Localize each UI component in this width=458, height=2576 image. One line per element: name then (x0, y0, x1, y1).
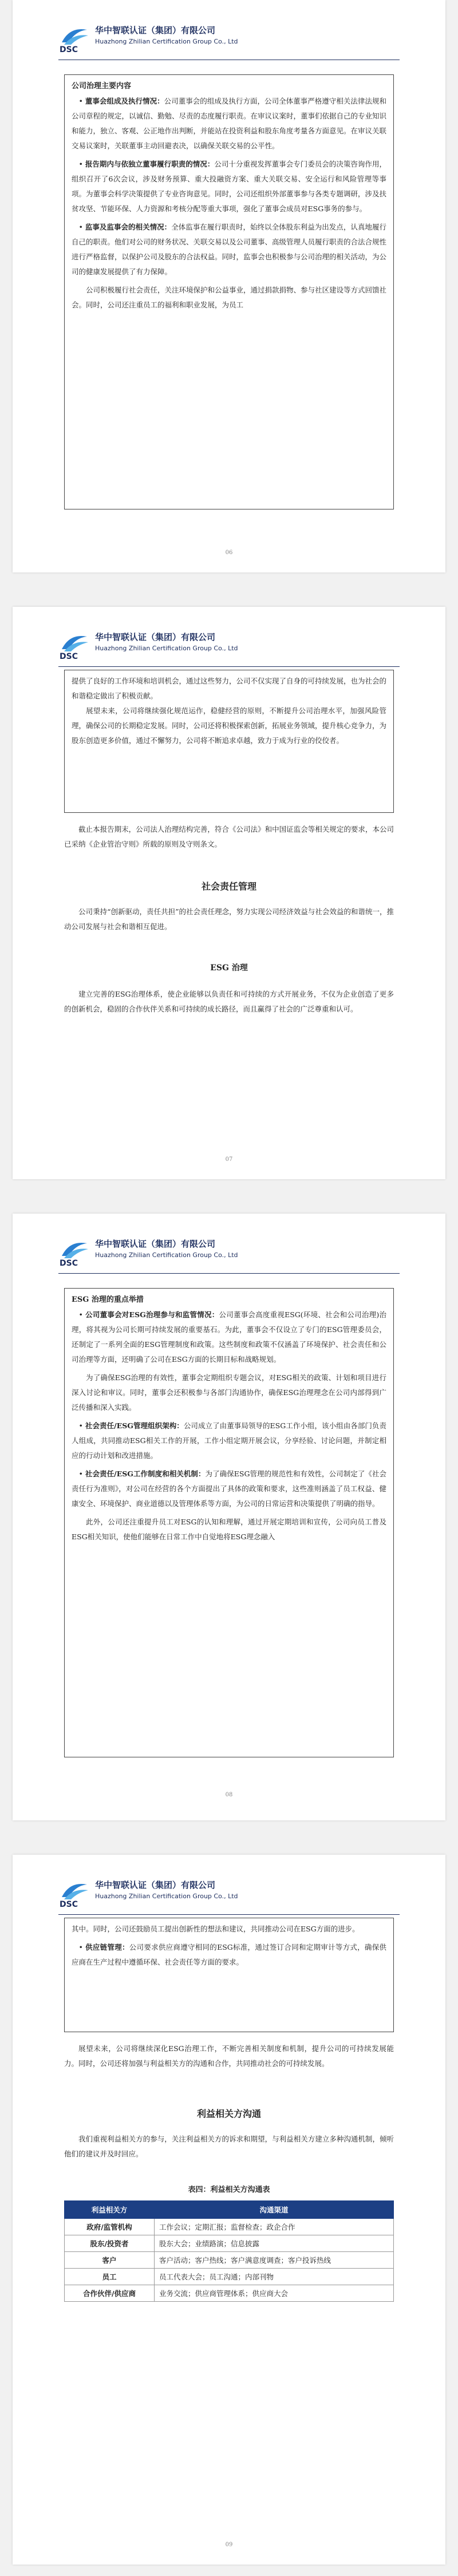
bullet-item: • 监事及监事会的相关情况：全体监事在履行职责时，始终以全体股东利益为出发点，认真地履行自己的职责。他们对公司的财务状况、关联交易以及公司董事、高级管理人员履行职责的合法合规性进行严格监督，以保护公司及股东的合法权益。同时，监事会也积极参与公司治理的相关活动，为公司的健康发展提供了有力保障。 (72, 223, 387, 276)
table-cell: 业务交流；供应商管理体系；供应商大会 (155, 2285, 394, 2302)
stakeholder-table (64, 2200, 394, 2302)
company-logo (58, 632, 90, 661)
company-name-cn: 华中智联认证（集团）有限公司 (95, 1239, 216, 1249)
company-name-en: Huazhong Zhilian Certification Group Co., Ltd (95, 1893, 238, 1900)
page-4 (13, 1855, 445, 2565)
paragraph: 建立完善的ESG治理体系，使企业能够以负责任和可持续的方式开展业务，不仅为企业创造了更多的创新机会，稳固的合作伙伴关系和可持续的成长路径，而且赢得了社会的广泛尊重和认可。 (64, 990, 394, 1013)
page-1 (13, 0, 445, 572)
page-3 (13, 1214, 445, 1820)
governance-box (64, 74, 394, 509)
table-cell: 客户 (65, 2252, 155, 2269)
box-paragraph: 其中。同时，公司还鼓励员工提出创新性的想法和建议，共同推动公司在ESG方面的进步。 (72, 1925, 360, 1933)
paragraph: 我们重视利益相关方的参与，关注利益相关方的诉求和期望，与利益相关方建立多种沟通机制，倾听他们的建议并及时回应。 (64, 2135, 394, 2158)
table-cell: 股东/投资者 (65, 2235, 155, 2252)
bullet-item: • 报告期内与依独立董事履行职责的情况：公司十分重视发挥董事会专门委员会的决策咨询作用，组织召开了6次会议，涉及财务预算、重大投融资方案、重大关联交易、安全运行和风险管理等事项。为董事会科学决策提供了专业咨询意见。同时，公司还组织外部董事参与各类专题调研，涉及扶贫攻坚、节能环保、人力资源和考核分配等重大事项，强化了董事会成员对ESG事务的参与。 (72, 160, 387, 213)
header-divider (58, 666, 400, 667)
svg-text:DSC: DSC (60, 1259, 78, 1267)
table-row (65, 2269, 394, 2285)
svg-text:DSC: DSC (60, 652, 78, 661)
company-name-cn: 华中智联认证（集团）有限公司 (95, 25, 216, 35)
table-cell: 工作会议；定期汇报；监督检查；政企合作 (155, 2219, 394, 2235)
table-header-row (65, 2201, 394, 2219)
box-paragraph: 提供了良好的工作环境和培训机会，通过这些努力，公司不仅实现了自身的可持续发展，也为社会的和谐稳定做出了积极贡献。 (72, 677, 387, 700)
company-logo (58, 25, 90, 54)
box-paragraph: 为了确保ESG治理的有效性，董事会定期组织专题会议，对ESG相关的政策、计划和项目进行深入讨论和审议。同时，董事会还积极参与各部门沟通协作，确保ESG治理理念在公司内部得到广泛传播和深入实践。 (72, 1373, 386, 1412)
table-cell: 员工 (65, 2269, 155, 2285)
page-header (58, 23, 402, 56)
box-paragraph: 展望未来，公司将继续强化规范运作，稳健经营的原则，不断提升公司治理水平，加强风险管理，确保公司的长期稳定发展。同时，公司还将积极探索创新，拓展业务领域，提升核心竞争力，为股东创造更多价值，通过不懈努力，公司将不断追求卓越，致力于成为行业的佼佼者。 (72, 706, 387, 745)
bullet-item: • 社会责任/ESG管理组织架构：公司成立了由董事局领导的ESG工作小组，该小组由各部门负责人组成，共同推动ESG相关工作的开展，工作小组定期开展会议，分享经验、讨论问题，并制定相应的行动计划和改进措施。 (72, 1421, 386, 1460)
esg-measures-box-cont (64, 1918, 394, 2032)
bullet-item: • 公司董事会对ESG治理参与和监管情况：公司董事会高度重视ESG(环境、社会和公司治理)治理，将其视为公司长期可持续发展的重要基石。为此，董事会不仅设立了专门的ESG管理委员会，还制定了一系列全面的ESG管理制度和政策。这些制度和政策不仅涵盖了环境保护、社会责任和公司治理等方面，还明确了公司在ESG方面的长期目标和战略规划。 (72, 1310, 386, 1364)
company-name-cn: 华中智联认证（集团）有限公司 (95, 632, 216, 642)
page-header (58, 1878, 402, 1911)
page-number: 06 (225, 550, 233, 556)
bullet-item: • 董事会组成及执行情况：公司董事会的组成及执行方面，公司全体董事严格遵守相关法律法规和公司章程的规定，以诚信、勤勉、尽责的态度履行职责。在审议议案时，董事们依据自己的专业知识和能力，独立、客观、公正地作出判断，并能站在投资利益和股东角度考量各方面意见。在审议关联交易议案时，关联董事主动回避表决，以确保关联交易的公平性。 (72, 97, 387, 150)
company-logo (58, 1239, 90, 1267)
table-title: 表四：利益相关方沟通表 (188, 2186, 270, 2194)
page-number: 08 (225, 1792, 233, 1798)
governance-box-cont (64, 670, 394, 813)
box-title: ESG 治理的重点举措 (72, 1295, 144, 1304)
table-row (65, 2285, 394, 2302)
page-header (58, 630, 402, 663)
esg-measures-box (64, 1288, 394, 1757)
header-divider (58, 1914, 400, 1915)
table-row (65, 2219, 394, 2235)
table-cell: 政府/监管机构 (65, 2219, 155, 2235)
company-logo (58, 1880, 90, 1909)
table-row (65, 2252, 394, 2269)
section-title: 社会责任管理 (201, 881, 256, 892)
paragraph: 展望未来，公司将继续深化ESG治理工作，不断完善相关制度和机制，提升公司的可持续发展能力。同时，公司还将加强与利益相关方的沟通和合作，共同推动社会的可持续发展。 (64, 2044, 394, 2068)
svg-text:DSC: DSC (60, 45, 78, 54)
section-title: 利益相关方沟通 (196, 2108, 261, 2119)
bullet-item: • 供应链管理：公司要求供应商遵守相同的ESG标准，通过签订合同和定期审计等方式，确保供应商在生产过程中遵循环保、社会责任等方面的要求。 (72, 1943, 386, 1966)
table-header-cell: 沟通渠道 (155, 2201, 394, 2219)
bullet-item: • 社会责任/ESG工作制度和相关机制：为了确保ESG管理的规范性和有效性，公司制定了《社会责任行为准则》，对公司在经营的各个方面提出了具体的政策和要求，这些准则涵盖了员工权益、健康安全、环境保护、商业道德以及管理体系等方面，为公司的日常运营和决策提供了明确的指导。 (72, 1469, 386, 1508)
svg-text:DSC: DSC (60, 1900, 78, 1909)
header-divider (58, 1273, 400, 1274)
box-paragraph: 此外，公司还注重提升员工对ESG的认知和理解，通过开展定期培训和宣传，公司向员工普及ESG相关知识，使他们能够在日常工作中自觉地将ESG理念融入 (72, 1518, 386, 1541)
company-name-cn: 华中智联认证（集团）有限公司 (95, 1880, 216, 1890)
paragraph: 公司秉持“创新驱动，责任共担”的社会责任理念，努力实现公司经济效益与社会效益的和谐统一，推动公司发展与社会和谐相互促进。 (64, 907, 394, 931)
company-name-en: Huazhong Zhilian Certification Group Co., Ltd (95, 645, 238, 652)
table-cell: 合作伙伴/供应商 (65, 2285, 155, 2302)
box-title: 公司治理主要内容 (72, 82, 132, 90)
page-number: 09 (225, 2542, 233, 2548)
table-row (65, 2235, 394, 2252)
page-2 (13, 607, 445, 1179)
table-cell: 员工代表大会；员工沟通；内部刊物 (155, 2269, 394, 2285)
table-header-cell: 利益相关方 (65, 2201, 155, 2219)
paragraph: 截止本报告期末，公司法人治理结构完善，符合《公司法》和中国证监会等相关规定的要求，本公司已采纳《企业管治守则》所载的原则及守则条文。 (64, 825, 394, 848)
table-cell: 股东大会；业绩路演；信息披露 (155, 2235, 394, 2252)
company-name-en: Huazhong Zhilian Certification Group Co., Ltd (95, 1251, 238, 1259)
page-number: 07 (225, 1156, 233, 1163)
box-paragraph: 公司积极履行社会责任，关注环境保护和公益事业，通过捐款捐物、参与社区建设等方式回馈社会。同时，公司还注重员工的福利和职业发展，为员工 (72, 286, 387, 309)
company-name-en: Huazhong Zhilian Certification Group Co., Ltd (95, 38, 238, 45)
page-header (58, 1236, 402, 1270)
table-cell: 客户活动；客户热线；客户满意度调查；客户投诉热线 (155, 2252, 394, 2269)
subsection-title: ESG 治理 (210, 963, 248, 973)
